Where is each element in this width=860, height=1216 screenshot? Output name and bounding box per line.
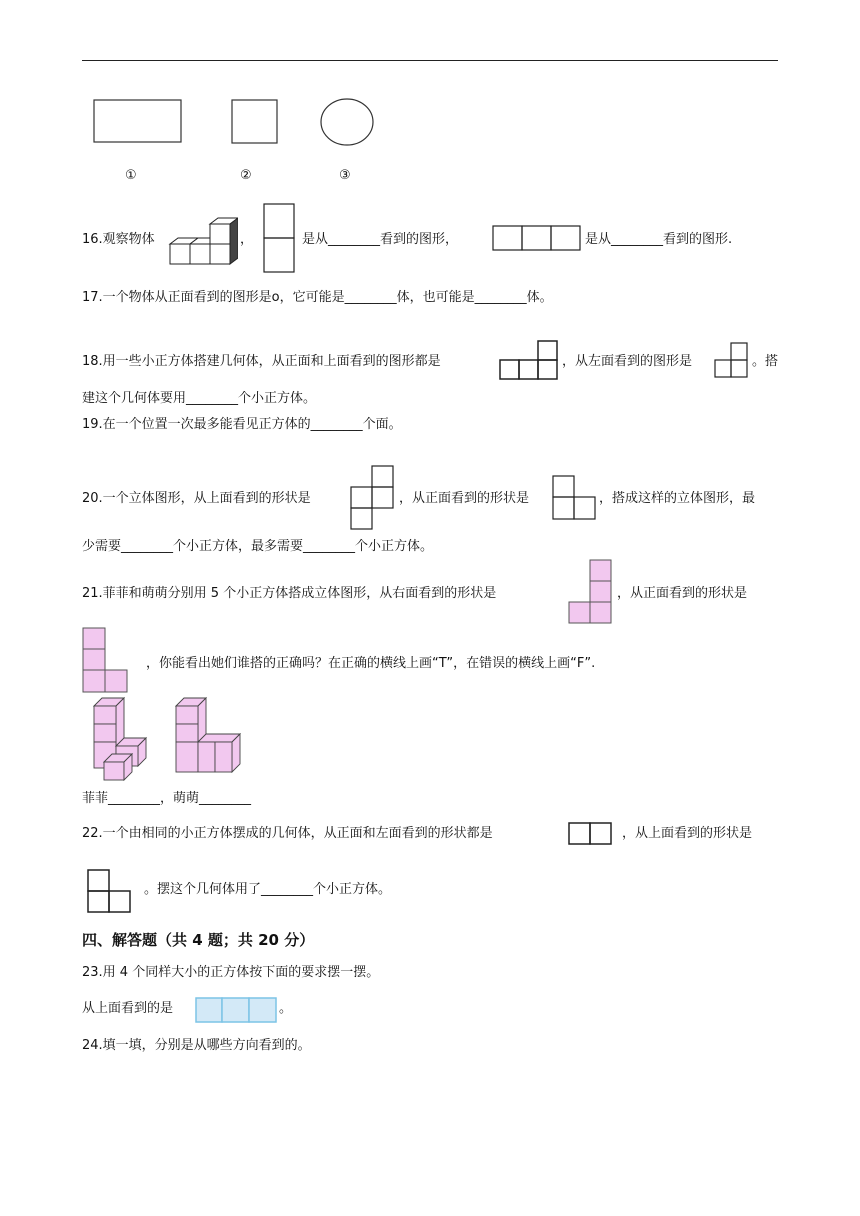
q23-text-b: 从上面看到的是 [82,1001,174,1016]
q22-text-b: ，从上面看到的形状是 [622,826,753,841]
q22-text-a: 22.一个由相同的小正方体摆成的几何体，从正面和左面看到的形状都是 [82,826,493,841]
option-2-label: ② [240,168,252,183]
header-rule [82,60,778,61]
q16-text-a: 16.观察物体 [82,232,155,247]
q23-view-top [194,996,278,1024]
q21-feifei-figure [88,696,150,782]
q18-text-c: 。搭 [752,354,779,369]
rectangle-shape [94,100,181,142]
section-4-heading: 四、解答题（共 4 题；共 20 分） [82,931,315,949]
q21-view-right [565,558,615,626]
q22-view-top [86,868,134,916]
q20-view-top [349,464,397,530]
q20-text-d: 少需要________个小正方体，最多需要________个小正方体。 [82,539,434,554]
q21-text-a: 21.菲菲和萌萌分别用 5 个小正方体搭成立体图形，从右面看到的形状是 [82,586,497,601]
q16-view-vertical [262,202,296,274]
q16-cube-figure [168,210,238,266]
option-shapes [90,96,390,148]
q22-text-c: 。摆这个几何体用了________个小正方体。 [144,882,392,897]
option-3-label: ③ [339,168,351,183]
q21-text-b: ，从正面看到的形状是 [617,586,748,601]
q18-text-b: ，从左面看到的图形是 [562,354,693,369]
q21-mengmeng-figure [172,696,242,776]
q22-view-front-left [567,821,615,847]
q21-text-d: 菲菲________，萌萌________ [82,791,252,806]
q23-text-a: 23.用 4 个同样大小的正方体按下面的要求摆一摆。 [82,965,380,980]
q20-text-b: ，从正面看到的形状是 [399,491,530,506]
q16-text-b: 是从________看到的图形， [302,232,459,247]
q16-comma: ， [240,232,254,247]
q17-text: 17.一个物体从正面看到的图形是o，它可能是________体，也可能是________体。 [82,290,553,305]
q18-view-front-top [498,340,560,382]
square-shape [232,100,277,143]
q20-view-front [551,474,599,522]
q16-text-c: 是从________看到的图形. [585,232,733,247]
q16-view-row [491,224,583,252]
q18-text-d: 建这个几何体要用________个小正方体。 [82,391,317,406]
option-1-label: ① [125,168,137,183]
q20-text-c: ，搭成这样的立体图形，最 [599,491,756,506]
q19-text: 19.在一个位置一次最多能看见正方体的________个面。 [82,417,402,432]
q21-text-c: ，你能看出她们谁搭的正确吗？在正确的横线上画“T”，在错误的横线上画“F”. [146,656,596,671]
q18-view-left [713,342,751,380]
q20-text-a: 20.一个立体图形，从上面看到的形状是 [82,491,311,506]
q21-view-front [82,626,132,694]
q18-text-a: 18.用一些小正方体搭建几何体，从正面和上面看到的图形都是 [82,354,441,369]
circle-shape [321,99,373,145]
q24-text: 24.填一填，分别是从哪些方向看到的。 [82,1038,311,1053]
q23-text-c: 。 [279,1001,293,1016]
